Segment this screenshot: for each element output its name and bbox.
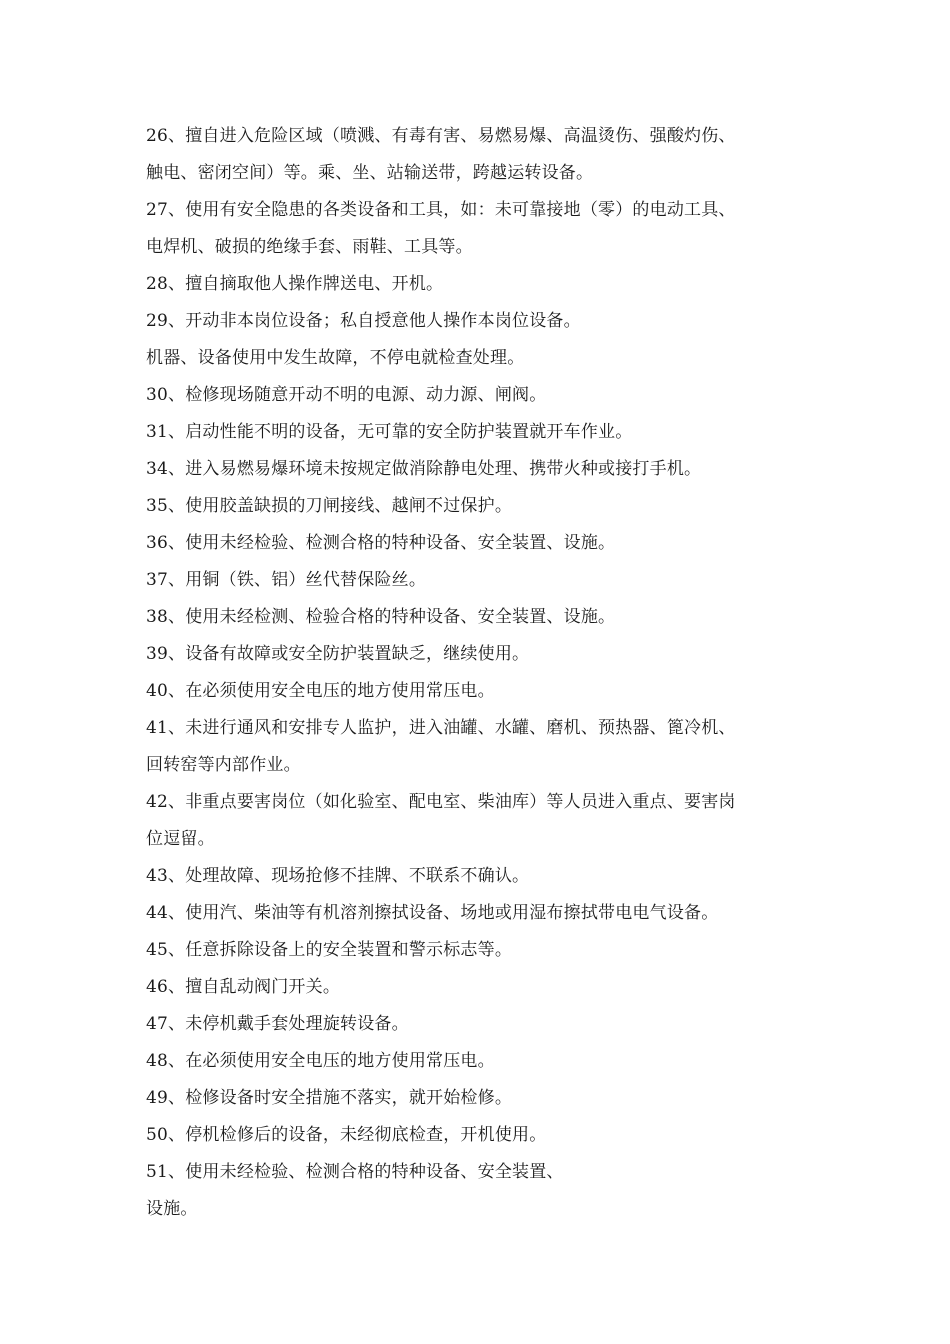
text-line: 44、使用汽、柴油等有机溶剂擦拭设备、场地或用湿布擦拭带电电气设备。 <box>146 903 719 923</box>
text-line: 38、使用未经检测、检验合格的特种设备、安全装置、设施。 <box>146 607 616 627</box>
text-line: 27、使用有安全隐患的各类设备和工具，如：未可靠接地（零）的电动工具、 <box>146 200 736 220</box>
text-line: 26、擅自进入危险区域（喷溅、有毒有害、易燃易爆、高温烫伤、强酸灼伤、 <box>146 126 736 146</box>
text-line: 位逗留。 <box>146 829 215 849</box>
text-line: 39、设备有故障或安全防护装置缺乏，继续使用。 <box>146 644 530 664</box>
text-line: 37、用铜（铁、铝）丝代替保险丝。 <box>146 570 427 590</box>
text-line: 50、停机检修后的设备，未经彻底检查，开机使用。 <box>146 1125 547 1145</box>
text-line: 29、开动非本岗位设备；私自授意他人操作本岗位设备。 <box>146 311 581 331</box>
text-line: 48、在必须使用安全电压的地方使用常压电。 <box>146 1051 495 1071</box>
text-line: 51、使用未经检验、检测合格的特种设备、安全装置、 <box>146 1162 564 1182</box>
text-line: 43、处理故障、现场抢修不挂牌、不联系不确认。 <box>146 866 530 886</box>
text-line: 46、擅自乱动阀门开关。 <box>146 977 341 997</box>
text-line: 28、擅自摘取他人操作牌送电、开机。 <box>146 274 444 294</box>
text-line: 45、任意拆除设备上的安全装置和警示标志等。 <box>146 940 513 960</box>
text-line: 34、进入易燃易爆环境未按规定做消除静电处理、携带火种或接打手机。 <box>146 459 702 479</box>
text-line: 电焊机、破损的绝缘手套、雨鞋、工具等。 <box>146 237 473 257</box>
text-line: 触电、密闭空间）等。乘、坐、站输送带，跨越运转设备。 <box>146 163 594 183</box>
text-line: 回转窑等内部作业。 <box>146 755 301 775</box>
text-line: 47、未停机戴手套处理旋转设备。 <box>146 1014 409 1034</box>
text-line: 设施。 <box>146 1199 198 1219</box>
text-line: 49、检修设备时安全措施不落实，就开始检修。 <box>146 1088 513 1108</box>
text-line: 31、启动性能不明的设备，无可靠的安全防护装置就开车作业。 <box>146 422 633 442</box>
document-body <box>146 118 826 1228</box>
text-line: 36、使用未经检验、检测合格的特种设备、安全装置、设施。 <box>146 533 616 553</box>
text-line: 42、非重点要害岗位（如化验室、配电室、柴油库）等人员进入重点、要害岗 <box>146 792 736 812</box>
text-line: 35、使用胶盖缺损的刀闸接线、越闸不过保护。 <box>146 496 513 516</box>
text-line: 机器、设备使用中发生故障，不停电就检查处理。 <box>146 348 525 368</box>
text-line: 41、未进行通风和安排专人监护，进入油罐、水罐、磨机、预热器、篦冷机、 <box>146 718 736 738</box>
text-line: 30、检修现场随意开动不明的电源、动力源、闸阀。 <box>146 385 547 405</box>
text-line: 40、在必须使用安全电压的地方使用常压电。 <box>146 681 495 701</box>
